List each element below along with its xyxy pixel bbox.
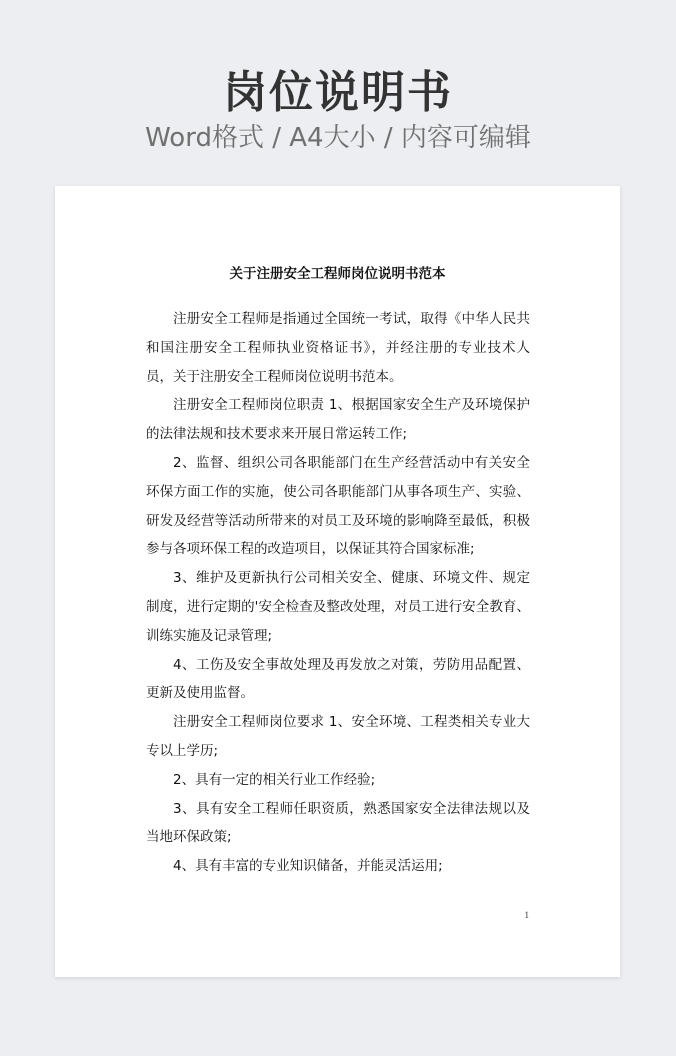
paragraph: 2、监督、组织公司各职能部门在生产经营活动中有关安全环保方面工作的实施，使公司各职能部门从事各项生产、实验、研发及经营等活动所带来的对员工及环境的影响降至最低，积极参与各项环保工程的改造项目，以保证其符合国家标准; bbox=[146, 454, 530, 558]
page-number: 1 bbox=[524, 910, 529, 920]
banner-title: 岗位说明书 bbox=[223, 67, 453, 118]
document-body bbox=[146, 305, 530, 881]
paragraph: 4、工伤及安全事故处理及再发放之对策，劳防用品配置、更新及使用监督。 bbox=[146, 656, 530, 702]
document-title: 关于注册安全工程师岗位说明书范本 bbox=[229, 266, 446, 282]
paragraph: 3、具有安全工程师任职资质，熟悉国家安全法律法规以及当地环保政策; bbox=[146, 800, 530, 846]
banner-subtitle: Word格式 / A4大小 / 内容可编辑 bbox=[145, 123, 531, 153]
paragraph: 注册安全工程师是指通过全国统一考试，取得《中华人民共和国注册安全工程师执业资格证书》，并经注册的专业技术人员，关于注册安全工程师岗位说明书范本。 bbox=[146, 311, 530, 385]
document-page bbox=[55, 186, 620, 977]
paragraph: 3、维护及更新执行公司相关安全、健康、环境文件、规定制度，进行定期的'安全检查及整改处理，对员工进行安全教育、训练实施及记录管理; bbox=[146, 570, 530, 644]
paragraph: 注册安全工程师岗位职责 1、根据国家安全生产及环境保护的法律法规和技术要求来开展日常运转工作; bbox=[146, 397, 530, 443]
paragraph: 4、具有丰富的专业知识储备，并能灵活运用; bbox=[173, 858, 443, 875]
paragraph: 2、具有一定的相关行业工作经验; bbox=[173, 771, 376, 788]
paragraph: 注册安全工程师岗位要求 1、安全环境、工程类相关专业大专以上学历; bbox=[146, 714, 530, 759]
